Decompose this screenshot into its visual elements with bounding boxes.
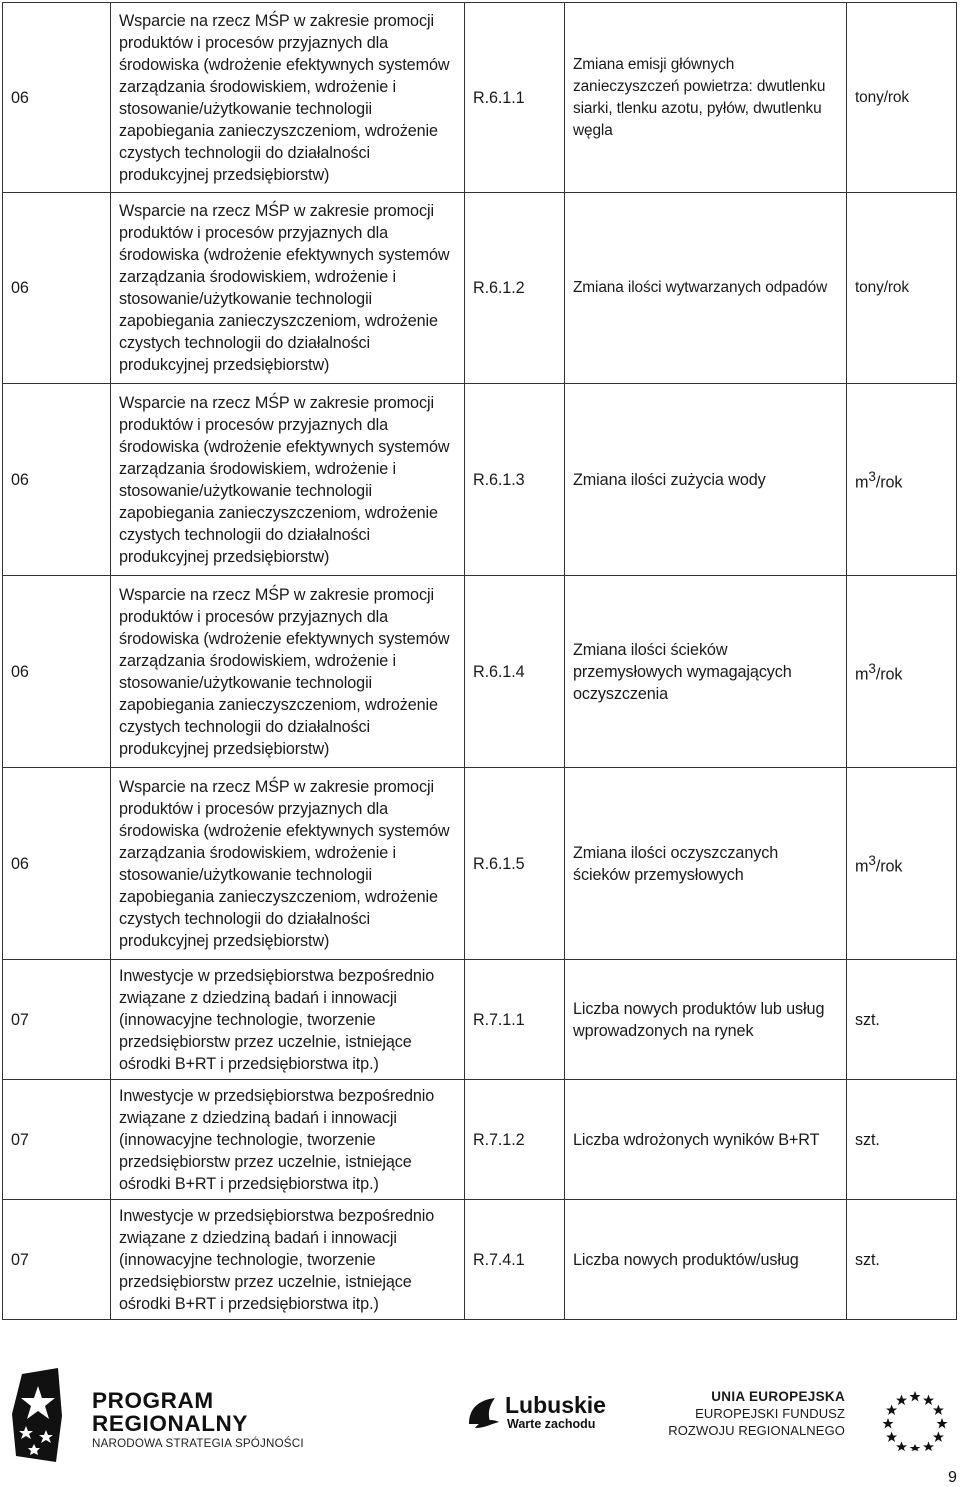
indicator-name-cell: Zmiana ilości oczyszczanych ścieków przemysłowych bbox=[565, 768, 847, 960]
table-row bbox=[3, 384, 957, 576]
unit-superscript: 3 bbox=[868, 660, 876, 676]
unit-superscript: 3 bbox=[868, 852, 876, 868]
page-number: 9 bbox=[948, 1469, 957, 1486]
table-row bbox=[3, 768, 957, 960]
unit-superscript: 3 bbox=[868, 468, 876, 484]
activity-cell: Inwestycje w przedsiębiorstwa bezpośrednio związane z dziedziną badań i innowacji (innowacyjne technologie, tworzenie przedsiębiorstw przez uczelnie, istniejące ośrodki B+RT i przedsiębiorstwa itp.) bbox=[111, 1080, 465, 1200]
activity-cell: Wsparcie na rzecz MŚP w zakresie promocji produktów i procesów przyjaznych dla środowiska (wdrożenie efektywnych systemów zarządzania środowiskiem, wdrożenie i stosowanie/użytkowanie technologii zapobiegania zanieczyszczeniom, wdrożenie czystych technologii do działalności produkcyjnej przedsiębiorstw) bbox=[111, 384, 465, 576]
indicator-name-cell: Zmiana ilości zużycia wody bbox=[565, 384, 847, 576]
unit-suffix: /rok bbox=[875, 665, 903, 684]
eu-line-2: EUROPEJSKI FUNDUSZ bbox=[695, 1406, 845, 1421]
unit-base: m bbox=[855, 665, 869, 684]
unit-cell: szt. bbox=[847, 1080, 957, 1200]
unit-cell: szt. bbox=[847, 1200, 957, 1320]
axis-cell: 07 bbox=[3, 960, 111, 1080]
activity-cell: Wsparcie na rzecz MŚP w zakresie promocji produktów i procesów przyjaznych dla środowiska (wdrożenie efektywnych systemów zarządzania środowiskiem, wdrożenie i stosowanie/użytkowanie technologii zapobiegania zanieczyszczeniom, wdrożenie czystych technologii do działalności produkcyjnej przedsiębiorstw) bbox=[111, 3, 465, 193]
eu-fund-label bbox=[655, 1388, 845, 1439]
eu-flag-icon bbox=[880, 1385, 950, 1451]
table-row bbox=[3, 3, 957, 193]
axis-cell: 07 bbox=[3, 1200, 111, 1320]
indicator-name-cell: Zmiana ilości ścieków przemysłowych wymagających oczyszczenia bbox=[565, 576, 847, 768]
indicator-code-cell: R.7.4.1 bbox=[465, 1200, 565, 1320]
footer-logos bbox=[0, 1360, 960, 1486]
indicator-code-cell: R.6.1.1 bbox=[465, 3, 565, 193]
program-line-2: REGIONALNY bbox=[92, 1411, 249, 1436]
unit-cell: tony/rok bbox=[847, 3, 957, 193]
activity-cell: Wsparcie na rzecz MŚP w zakresie promocji produktów i procesów przyjaznych dla środowiska (wdrożenie efektywnych systemów zarządzania środowiskiem, wdrożenie i stosowanie/użytkowanie technologii zapobiegania zanieczyszczeniom, wdrożenie czystych technologii do działalności produkcyjnej przedsiębiorstw) bbox=[111, 193, 465, 384]
table-row bbox=[3, 1080, 957, 1200]
unit-cell bbox=[847, 384, 957, 576]
unit-cell bbox=[847, 768, 957, 960]
lubuskie-logo bbox=[505, 1392, 606, 1431]
indicator-name-cell: Liczba wdrożonych wyników B+RT bbox=[565, 1080, 847, 1200]
axis-cell: 07 bbox=[3, 1080, 111, 1200]
axis-cell: 06 bbox=[3, 768, 111, 960]
indicator-name-cell: Zmiana emisji głównych zanieczyszczeń powietrza: dwutlenku siarki, tlenku azotu, pyłów, dwutlenku węgla bbox=[565, 3, 847, 193]
unit-cell bbox=[847, 576, 957, 768]
unit-base: m bbox=[855, 857, 869, 876]
lubuskie-name: Lubuskie bbox=[505, 1392, 606, 1418]
indicator-code-cell: R.6.1.2 bbox=[465, 193, 565, 384]
activity-cell: Wsparcie na rzecz MŚP w zakresie promocji produktów i procesów przyjaznych dla środowiska (wdrożenie efektywnych systemów zarządzania środowiskiem, wdrożenie i stosowanie/użytkowanie technologii zapobiegania zanieczyszczeniom, wdrożenie czystych technologii do działalności produkcyjnej przedsiębiorstw) bbox=[111, 768, 465, 960]
activity-cell: Inwestycje w przedsiębiorstwa bezpośrednio związane z dziedziną badań i innowacji (innowacyjne technologie, tworzenie przedsiębiorstw przez uczelnie, istniejące ośrodki B+RT i przedsiębiorstwa itp.) bbox=[111, 960, 465, 1080]
lubuskie-mark-icon bbox=[465, 1394, 503, 1432]
indicators-table bbox=[2, 2, 957, 1320]
indicator-name-cell: Zmiana ilości wytwarzanych odpadów bbox=[565, 193, 847, 384]
axis-cell: 06 bbox=[3, 3, 111, 193]
program-line-1: PROGRAM bbox=[92, 1388, 214, 1413]
unit-suffix: /rok bbox=[875, 857, 903, 876]
lubuskie-tagline: Warte zachodu bbox=[507, 1417, 596, 1431]
axis-cell: 06 bbox=[3, 576, 111, 768]
indicator-name-cell: Liczba nowych produktów/usług bbox=[565, 1200, 847, 1320]
indicator-code-cell: R.7.1.1 bbox=[465, 960, 565, 1080]
indicator-code-cell: R.6.1.3 bbox=[465, 384, 565, 576]
table-row bbox=[3, 960, 957, 1080]
program-regionalny-logo bbox=[92, 1389, 304, 1452]
activity-cell: Wsparcie na rzecz MŚP w zakresie promocji produktów i procesów przyjaznych dla środowiska (wdrożenie efektywnych systemów zarządzania środowiskiem, wdrożenie i stosowanie/użytkowanie technologii zapobiegania zanieczyszczeniom, wdrożenie czystych technologii do działalności produkcyjnej przedsiębiorstw) bbox=[111, 576, 465, 768]
eu-line-1: UNIA EUROPEJSKA bbox=[711, 1389, 845, 1404]
activity-cell: Inwestycje w przedsiębiorstwa bezpośrednio związane z dziedziną badań i innowacji (innowacyjne technologie, tworzenie przedsiębiorstw przez uczelnie, istniejące ośrodki B+RT i przedsiębiorstwa itp.) bbox=[111, 1200, 465, 1320]
indicator-code-cell: R.7.1.2 bbox=[465, 1080, 565, 1200]
unit-base: m bbox=[855, 473, 869, 492]
axis-cell: 06 bbox=[3, 384, 111, 576]
indicator-code-cell: R.6.1.4 bbox=[465, 576, 565, 768]
indicator-code-cell: R.6.1.5 bbox=[465, 768, 565, 960]
unit-suffix: /rok bbox=[875, 473, 903, 492]
table-row bbox=[3, 193, 957, 384]
unit-cell: tony/rok bbox=[847, 193, 957, 384]
table-row bbox=[3, 576, 957, 768]
program-regionalny-star-icon bbox=[12, 1368, 64, 1462]
unit-cell: szt. bbox=[847, 960, 957, 1080]
table-row bbox=[3, 1200, 957, 1320]
program-line-3: NARODOWA STRATEGIA SPÓJNOŚCI bbox=[92, 1437, 304, 1450]
indicator-name-cell: Liczba nowych produktów lub usług wprowadzonych na rynek bbox=[565, 960, 847, 1080]
axis-cell: 06 bbox=[3, 193, 111, 384]
eu-line-3: ROZWOJU REGIONALNEGO bbox=[668, 1423, 845, 1438]
